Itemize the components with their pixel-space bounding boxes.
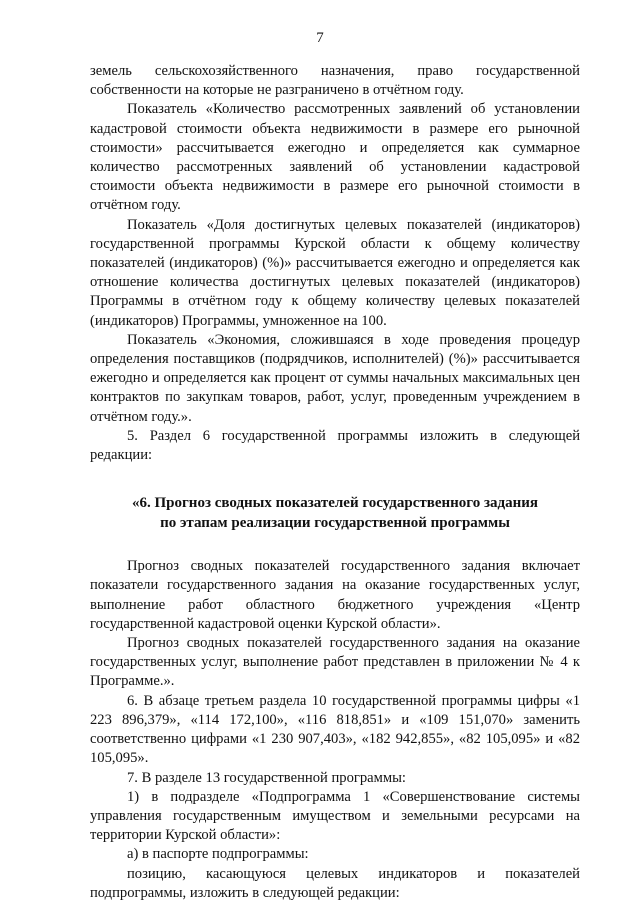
section-heading [90, 493, 580, 533]
paragraph: 7. В разделе 13 государственной программы: [127, 769, 406, 786]
paragraph: Показатель «Экономия, сложившаяся в ходе проведения процедур определения поставщиков (подрядчиков, исполнителей) (%)» рассчитывается ежегодно и определяется как процент от суммы начальных максимальных цен контрактов по закупкам товаров, работ, услуг, проведенным учреждением в отчётном году.». [90, 331, 580, 425]
paragraph: Прогноз сводных показателей государственного задания включает показатели государственного задания на оказание государственных услуг, выполнение работ областного бюджетного учреждения «Центр государственной кадастровой оценки Курской области». [90, 558, 580, 632]
section-heading-line-1: «6. Прогноз сводных показателей государственного задания [131, 495, 538, 512]
paragraph: а) в паспорте подпрограммы: [127, 846, 309, 863]
paragraph: 6. В абзаце третьем раздела 10 государственной программы цифры «1 223 896,379», «114 172,100», «116 818,851» и «109 151,070» заменить соответственно цифрами «1 230 907,403», «182 942,855», «82 105,095» и «82 105,095». [90, 692, 580, 767]
section-heading-line-2: по этапам реализации государственной программы [160, 515, 510, 532]
paragraph: позицию, касающуюся целевых индикаторов и показателей подпрограммы, изложить в следующей редакции: [90, 865, 580, 901]
page-number: 7 [316, 30, 324, 46]
document-body [90, 62, 580, 903]
paragraph: 1) в подразделе «Подпрограмма 1 «Совершенствование системы управления государственным имуществом и земельными ресурсами на территории Курской области»: [90, 788, 580, 844]
paragraph: 5. Раздел 6 государственной программы изложить в следующей редакции: [90, 427, 580, 464]
paragraph: земель сельскохозяйственного назначения, право государственной собственности на которые не разграничено в отчётном году. [90, 63, 580, 99]
paragraph: Прогноз сводных показателей государственного задания на оказание государственных услуг, выполнение работ представлен в приложении № 4 к Программе.». [90, 635, 580, 690]
paragraph: Показатель «Количество рассмотренных заявлений об установлении кадастровой стоимости объекта недвижимости в размере его рыночной стоимости» рассчитывается ежегодно и определяется как суммарное количество рассмотренных заявлений об установлении кадастровой стоимости объекта недвижимости в размере его рыночной стоимости в отчётном году. [90, 101, 580, 214]
paragraph: Показатель «Доля достигнутых целевых показателей (индикаторов) государственной программы Курской области к общему количеству показателей (индикаторов) (%)» рассчитывается ежегодно и определяется как отношение количества достигнутых целевых показателей (индикаторов) Программы в отчётном году к общему количеству целевых показателей (индикаторов) Программы, умноженное на 100. [90, 216, 580, 329]
